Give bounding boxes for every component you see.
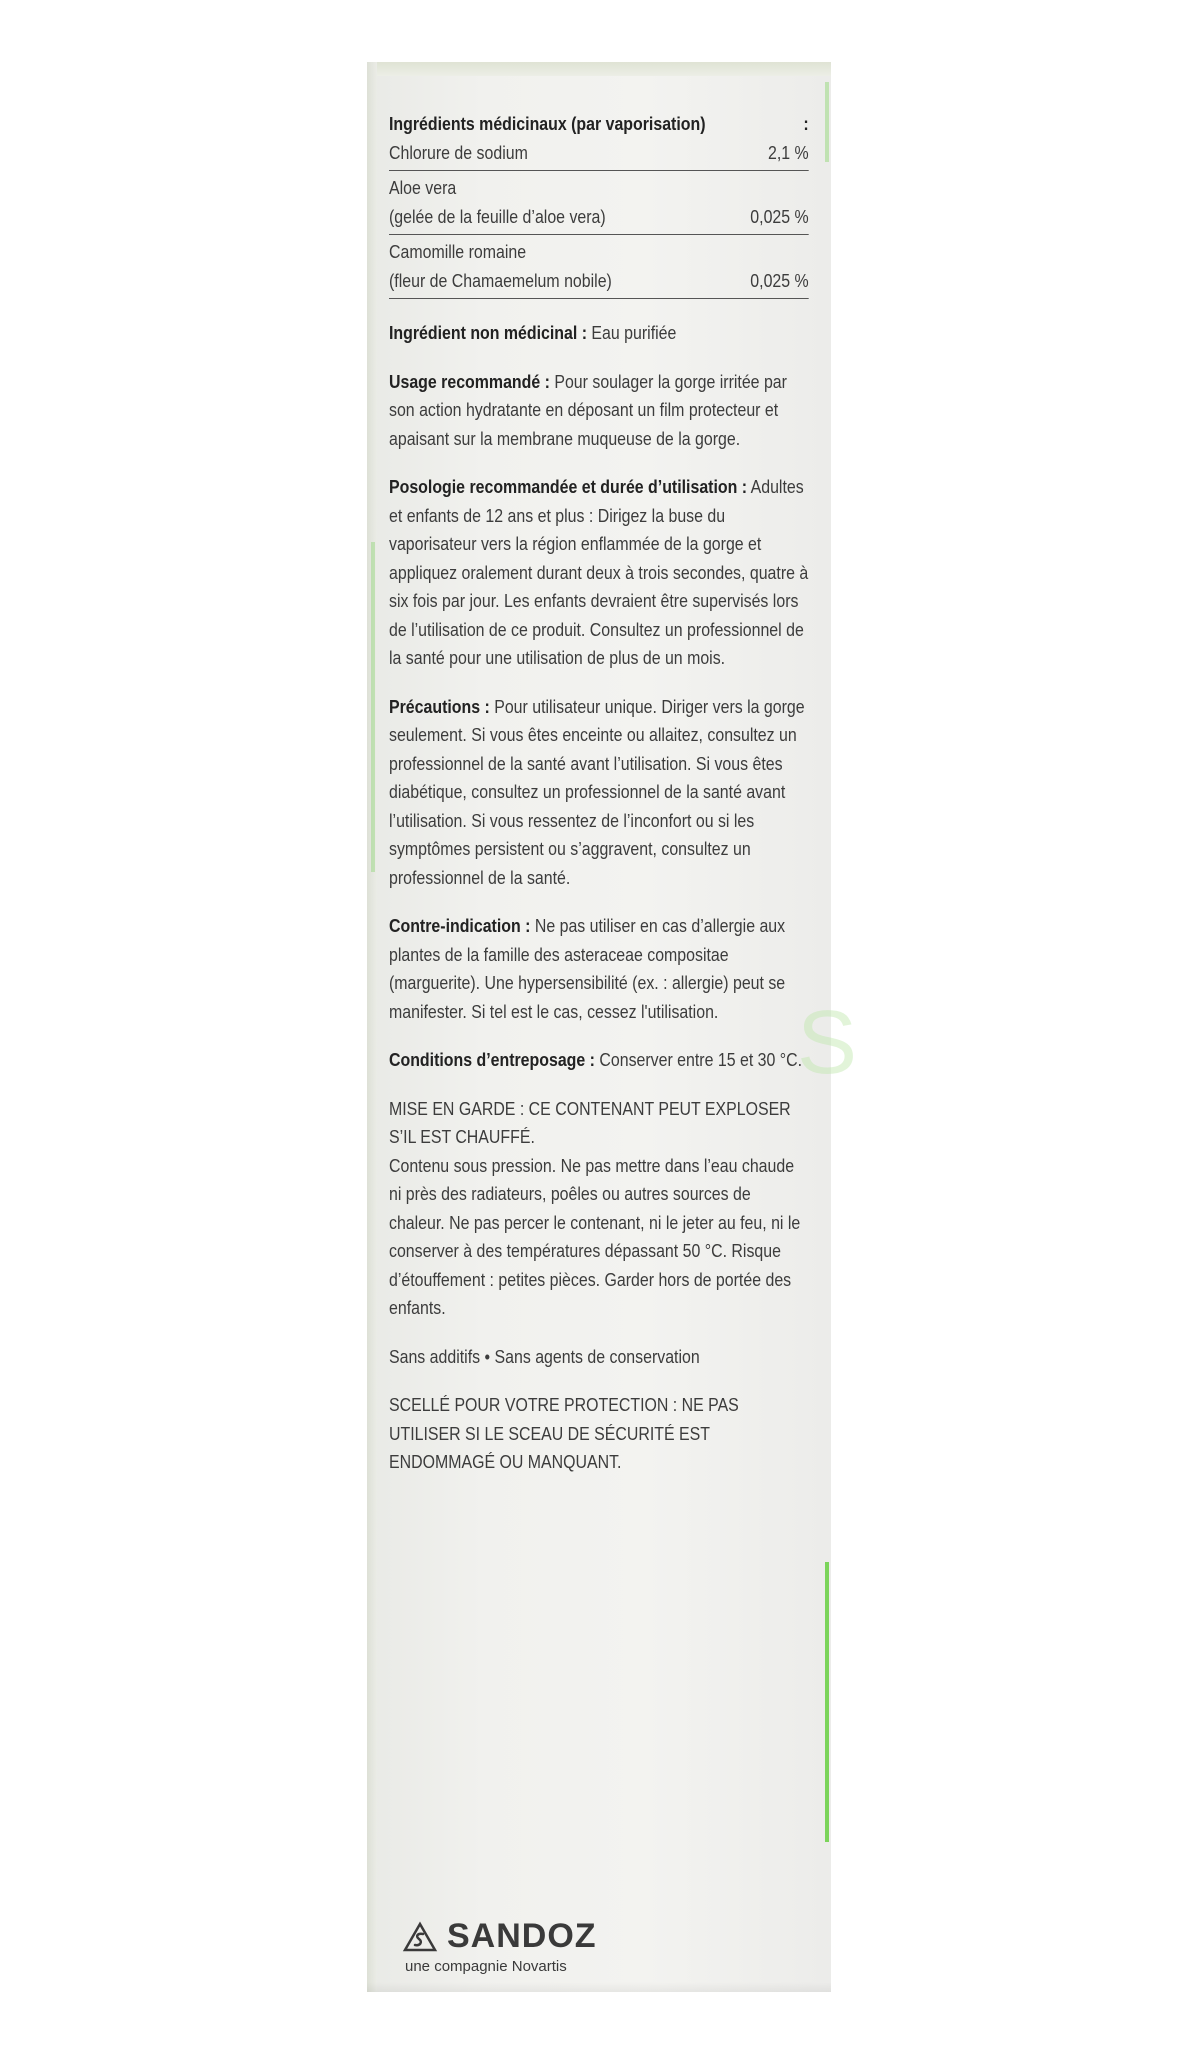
non-medicinal-label: Ingrédient non médicinal : <box>389 322 588 343</box>
ingredient-value: 2,1 % <box>767 141 809 163</box>
additives-line: Sans additifs • Sans agents de conservation <box>389 1345 700 1367</box>
storage-section <box>389 1046 809 1075</box>
green-accent-stripe-right <box>825 1562 829 1842</box>
ingredient-line <box>389 203 809 232</box>
green-accent-stripe-left <box>371 542 375 872</box>
product-box-panel <box>367 62 857 1992</box>
warning-heading: MISE EN GARDE : CE CONTENANT PEUT EXPLOSER S’IL EST CHAUFFÉ. <box>389 1097 791 1147</box>
brand-tagline: une compagnie Novartis <box>405 1958 567 1975</box>
ingredients-header <box>389 110 809 139</box>
brand-name: SANDOZ <box>447 1917 597 1955</box>
warning-text: Contenu sous pression. Ne pas mettre dans l’eau chaude ni près des radiateurs, poêles ou autres sources de chaleur. Ne pas percer le contenant, ni le jeter au feu, ni le conserver à des températures dépassant 50 °C. Risque d’étouffement : petites pièces. Garder hors de portée des enfants. <box>389 1154 801 1318</box>
precautions-text: Pour utilisateur unique. Diriger vers la gorge seulement. Si vous êtes enceinte ou allaitez, consultez un professionnel de la santé avant l’utilisation. Si vous êtes diabétique, consultez un professionnel de la santé avant l’utilisation. Si vous ressentez de l’inconfort ou si les symptômes persistent ou s’aggravent, consultez un professionnel de la santé. <box>389 695 805 888</box>
ingredient-name: Aloe vera <box>389 177 457 198</box>
warning-section <box>389 1095 809 1323</box>
ingredient-row <box>389 170 809 234</box>
non-medicinal-text: Eau purifiée <box>591 322 677 343</box>
ingredient-line <box>389 174 809 203</box>
box-bottom-shadow <box>367 1982 831 1992</box>
posology-section <box>389 473 809 673</box>
sandoz-logo <box>403 1917 597 1975</box>
non-medicinal-section <box>389 319 809 348</box>
ingredient-line <box>389 139 809 168</box>
usage-section <box>389 368 809 454</box>
usage-text: Pour soulager la gorge irritée par son action hydratante en déposant un film protecteur et apaisant sur la membrane muqueuse de la gorge. <box>389 370 787 449</box>
precautions-label: Précautions : <box>389 695 490 717</box>
ingredient-name: Camomille romaine <box>389 241 527 262</box>
precautions-section <box>389 693 809 893</box>
ingredients-table <box>389 110 809 299</box>
ingredient-name: (gelée de la feuille d’aloe vera) <box>389 205 606 227</box>
logo-row <box>403 1917 597 1956</box>
storage-label: Conditions d’entreposage : <box>389 1049 595 1070</box>
posology-text: Adultes et enfants de 12 ans et plus : Dirigez la buse du vaporisateur vers la région enflammée de la gorge et appliquez oralement durant deux à trois secondes, quatre à six fois par jour. Les enfants devraient être supervisés lors de l’utilisation de ce produit. Consultez un professionnel de la santé pour une utilisation de plus de un mois. <box>389 476 809 668</box>
contraindication-text: Ne pas utiliser en cas d’allergie aux plantes de la famille des asteraceae compositae (marguerite). Une hypersensibilité (ex. : allergie) peut se manifester. Si tel est le cas, cessez l'utilisation. <box>389 915 786 1022</box>
green-accent-stripe-right-top <box>825 82 829 162</box>
faint-brand-letter: S <box>796 993 857 1093</box>
posology-label: Posologie recommandée et durée d’utilisation : <box>389 476 748 497</box>
ingredient-name: Chlorure de sodium <box>389 141 528 163</box>
ingredient-name: (fleur de Chamaemelum nobile) <box>389 269 612 291</box>
box-top-edge <box>367 62 831 76</box>
label-text-content <box>389 110 809 1497</box>
seal-notice: SCELLÉ POUR VOTRE PROTECTION : NE PAS UTILISER SI LE SCEAU DE SÉCURITÉ EST ENDOMMAGÉ OU MANQUANT. <box>389 1394 739 1472</box>
usage-label: Usage recommandé : <box>389 370 550 392</box>
ingredient-value: 0,025 % <box>750 269 809 291</box>
ingredient-row <box>389 139 809 171</box>
sandoz-triangle-logo-icon <box>403 1922 437 1952</box>
ingredient-row <box>389 234 809 299</box>
ingredients-header-label: Ingrédients médicinaux (par vaporisation) <box>389 113 706 134</box>
contraindication-section <box>389 912 809 1026</box>
box-left-edge <box>367 62 377 1992</box>
ingredient-line <box>389 267 809 296</box>
storage-text: Conserver entre 15 et 30 °C. <box>599 1049 803 1070</box>
contraindication-label: Contre-indication : <box>389 915 531 936</box>
ingredient-line <box>389 238 809 267</box>
ingredient-value: 0,025 % <box>750 205 809 227</box>
ingredients-header-colon: : <box>803 113 809 134</box>
